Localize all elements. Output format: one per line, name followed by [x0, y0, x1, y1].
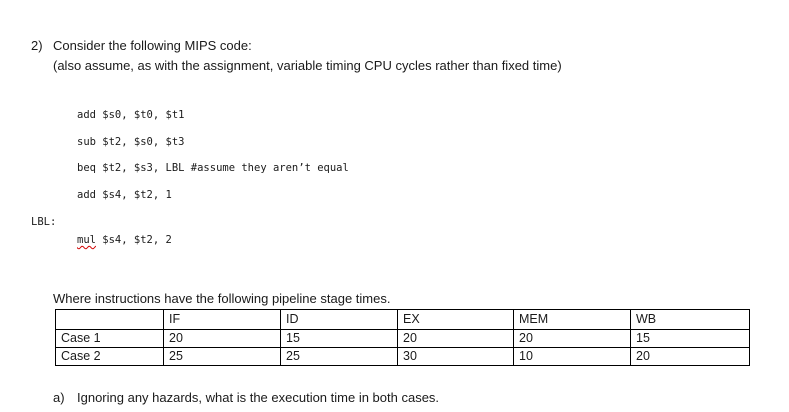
table-header-cell: MEM [514, 310, 631, 330]
table-cell: 15 [631, 330, 750, 348]
table-cell: 10 [514, 348, 631, 366]
question-title: Consider the following MIPS code: [53, 38, 252, 53]
spellcheck-underline: mul [77, 234, 96, 246]
table-header-cell: WB [631, 310, 750, 330]
table-header-row [56, 310, 750, 330]
table-cell: 30 [398, 348, 514, 366]
table-cell: 20 [514, 330, 631, 348]
table-row [56, 348, 750, 366]
table-cell: 20 [631, 348, 750, 366]
table-row [56, 330, 750, 348]
code-line: add $s0, $t0, $t1 [77, 109, 185, 121]
code-line: sub $t2, $s0, $t3 [77, 136, 185, 148]
part-a-text: Ignoring any hazards, what is the execution time in both cases. [77, 390, 440, 405]
code-line: beq $t2, $s3, LBL #assume they aren’t equal [77, 162, 349, 174]
table-cell: 20 [164, 330, 281, 348]
question-number: 2) [31, 38, 43, 53]
table-caption: Where instructions have the following pipeline stage times. [53, 291, 391, 306]
table-cell: 15 [281, 330, 398, 348]
code-line-mul-args: $s4, $t2, 2 [95, 234, 172, 246]
table-header-cell: ID [281, 310, 398, 330]
part-a-letter: a) [53, 390, 65, 405]
table-cell: Case 2 [56, 348, 164, 366]
table-header-cell: IF [164, 310, 281, 330]
table-header-cell [56, 310, 164, 330]
table-cell: Case 1 [56, 330, 164, 348]
table-cell: 25 [281, 348, 398, 366]
code-line-mul [77, 234, 172, 246]
table-cell: 20 [398, 330, 514, 348]
question-note: (also assume, as with the assignment, variable timing CPU cycles rather than fixed time) [53, 58, 562, 73]
code-line: add $s4, $t2, 1 [77, 189, 172, 201]
pipeline-stage-table [55, 309, 750, 366]
table-header-cell: EX [398, 310, 514, 330]
code-label: LBL: [31, 216, 57, 228]
table-cell: 25 [164, 348, 281, 366]
